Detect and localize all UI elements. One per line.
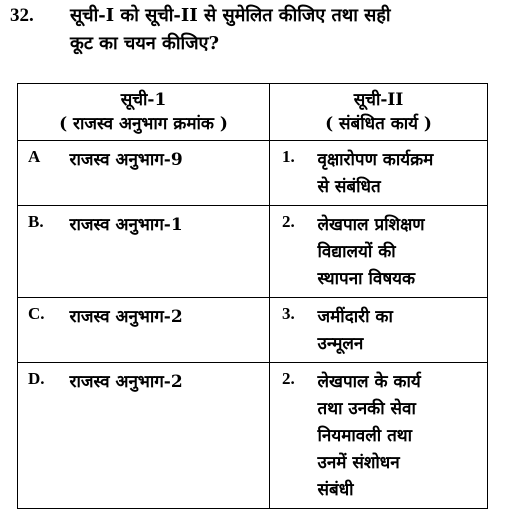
list-2-item-line: लेखपाल के कार्य [317,372,421,392]
row-number: 2. [270,363,312,509]
table-row [18,363,488,509]
row-letter: B. [18,206,64,298]
list-2-item [312,363,488,509]
list-2-item [312,141,488,206]
list-2-header [270,84,488,141]
row-number: 2. [270,206,312,298]
row-number: 3. [270,298,312,363]
list-2-subtitle: ( संबंधित कार्य ) [325,114,432,134]
list-1-title: सूची-1 [120,90,167,110]
list-1-item: राजस्व अनुभाग-1 [64,206,270,298]
list-2-item-line: वृक्षारोपण कार्यक्रम [317,150,434,170]
list-2-item-line: नियमावली तथा [317,426,413,446]
list-2-item-line: से संबंधित [317,177,381,197]
list-2-item-line: लेखपाल प्रशिक्षण [317,215,425,235]
list-1-item: राजस्व अनुभाग-9 [64,141,270,206]
table-header-row [18,84,488,141]
row-letter: C. [18,298,64,363]
list-1-subtitle: ( राजस्व अनुभाग क्रमांक ) [59,114,228,134]
list-2-item-line: जमींदारी का [317,307,393,327]
list-2-item-line: विद्यालयों की [317,242,396,262]
row-letter: A [18,141,64,206]
list-2-item-line: स्थापना विषयक [317,269,416,289]
row-number: 1. [270,141,312,206]
question-text [70,2,480,58]
table-row [18,206,488,298]
list-1-header [18,84,270,141]
table-row [18,141,488,206]
table-row [18,298,488,363]
list-2-item-line: उनमें संशोधन [317,453,400,473]
question-block [10,2,480,62]
list-2-item-line: तथा उनकी सेवा [317,399,416,419]
list-1-item: राजस्व अनुभाग-2 [64,363,270,509]
list-2-item-line: संबंधी [317,480,354,500]
list-2-item [312,206,488,298]
list-2-item [312,298,488,363]
question-text-line-1: सूची-I को सूची-II से सुमेलित कीजिए तथा सही [70,5,391,26]
row-letter: D. [18,363,64,509]
question-text-line-2: कूट का चयन कीजिए? [70,33,220,54]
match-table [17,83,488,509]
question-number: 32. [10,5,34,26]
list-1-item: राजस्व अनुभाग-2 [64,298,270,363]
list-2-item-line: उन्मूलन [317,334,364,354]
list-2-title: सूची-II [353,90,404,110]
